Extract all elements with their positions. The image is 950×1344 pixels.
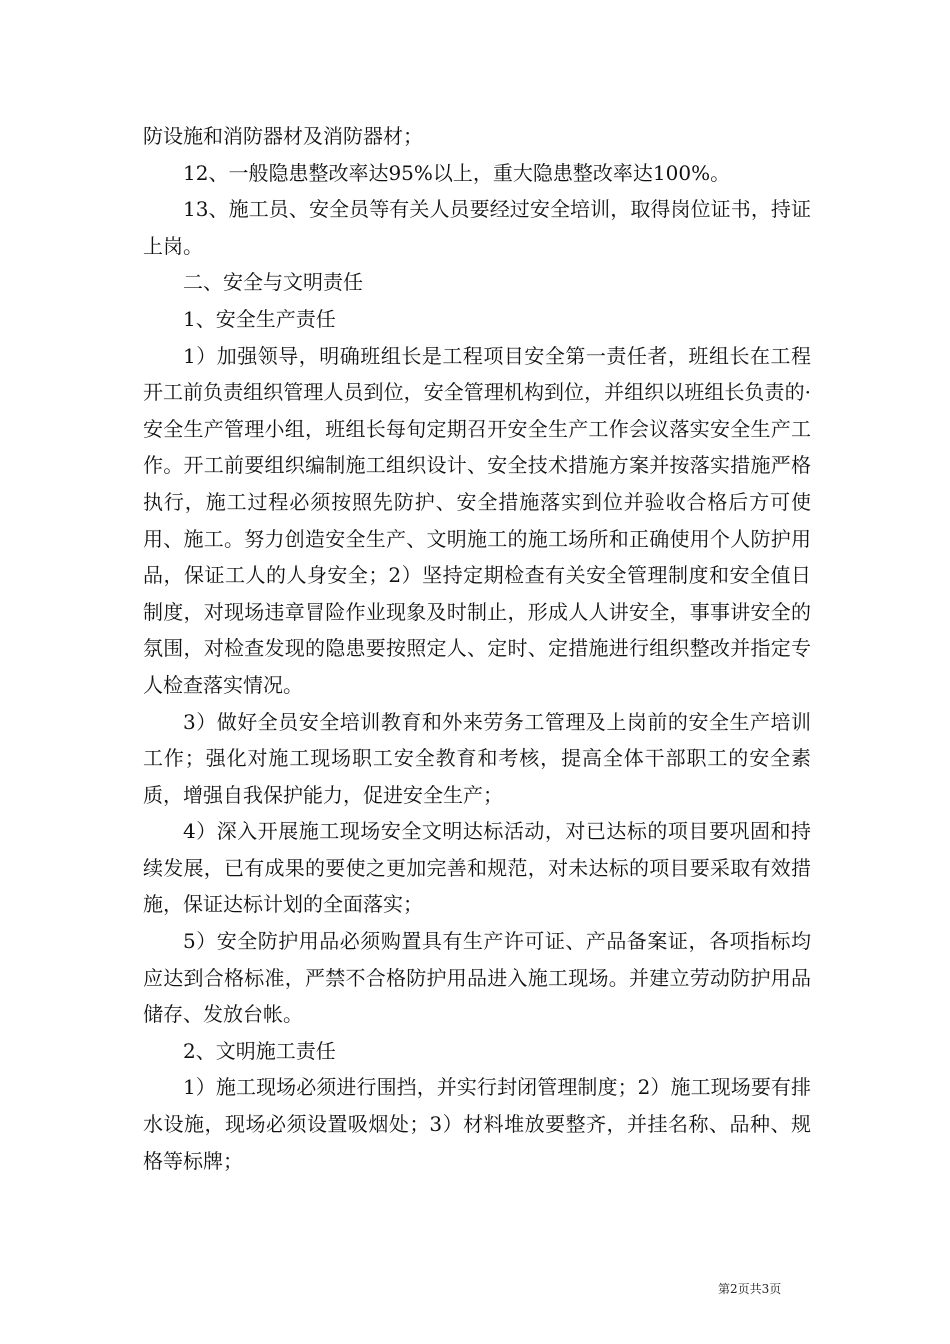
subsection-heading-1: 1、安全生产责任 bbox=[183, 306, 336, 331]
paragraph-6: 1）加强领导，明确班组长是工程项目安全第一责任者，班组长在工程开工前负责组织管理人员到位，安全管理机构到位，并组织以班组长负责的·安全生产管理小组，班组长每旬定期召开安全生产工作会议落实安全生产工作。开工前要组织编制施工组织设计、安全技术措施方案并按落实措施严格执行，施工过程必须按照先防护、安全措施落实到位并验收合格后方可使用、施工。努力创造安全生产、文明施工的施工场所和正确使用个人防护用品，保证工人的人身安全；2）坚持定期检查有关安全管理制度和安全值日制度，对现场违章冒险作业现象及时制止，形成人人讲安全，事事讲安全的氛围，对检查发现的隐患要按照定人、定时、定措施进行组织整改并指定专人检查落实情况。 bbox=[143, 343, 811, 697]
paragraph-3: 13、施工员、安全员等有关人员要经过安全培训，取得岗位证书，持证上岗。 bbox=[143, 197, 811, 258]
document-body bbox=[143, 118, 811, 1179]
page-number-footer: 第2页共3页 bbox=[718, 1282, 782, 1296]
paragraph-7: 3）做好全员安全培训教育和外来劳务工管理及上岗前的安全生产培训工作；强化对施工现场职工安全教育和考核，提高全体干部职工的安全素质，增强自我保护能力，促进安全生产； bbox=[143, 709, 811, 807]
paragraph-11: 1）施工现场必须进行围挡，并实行封闭管理制度；2）施工现场要有排水设施，现场必须设置吸烟处；3）材料堆放要整齐，并挂名称、品种、规格等标牌； bbox=[143, 1075, 811, 1173]
paragraph-9: 5）安全防护用品必须购置具有生产许可证、产品备案证，各项指标均应达到合格标准，严禁不合格防护用品进入施工现场。并建立劳动防护用品储存、发放台帐。 bbox=[143, 929, 811, 1027]
paragraph-8: 4）深入开展施工现场安全文明达标活动，对已达标的项目要巩固和持续发展，已有成果的要使之更加完善和规范，对未达标的项目要采取有效措施，保证达标计划的全面落实； bbox=[143, 819, 811, 917]
paragraph-1: 防设施和消防器材及消防器材； bbox=[143, 124, 423, 148]
paragraph-2: 12、一般隐患整改率达95%以上，重大隐患整改率达100%。 bbox=[183, 160, 731, 185]
subsection-heading-2: 2、文明施工责任 bbox=[183, 1038, 336, 1063]
section-heading-2: 二、安全与文明责任 bbox=[183, 270, 363, 295]
